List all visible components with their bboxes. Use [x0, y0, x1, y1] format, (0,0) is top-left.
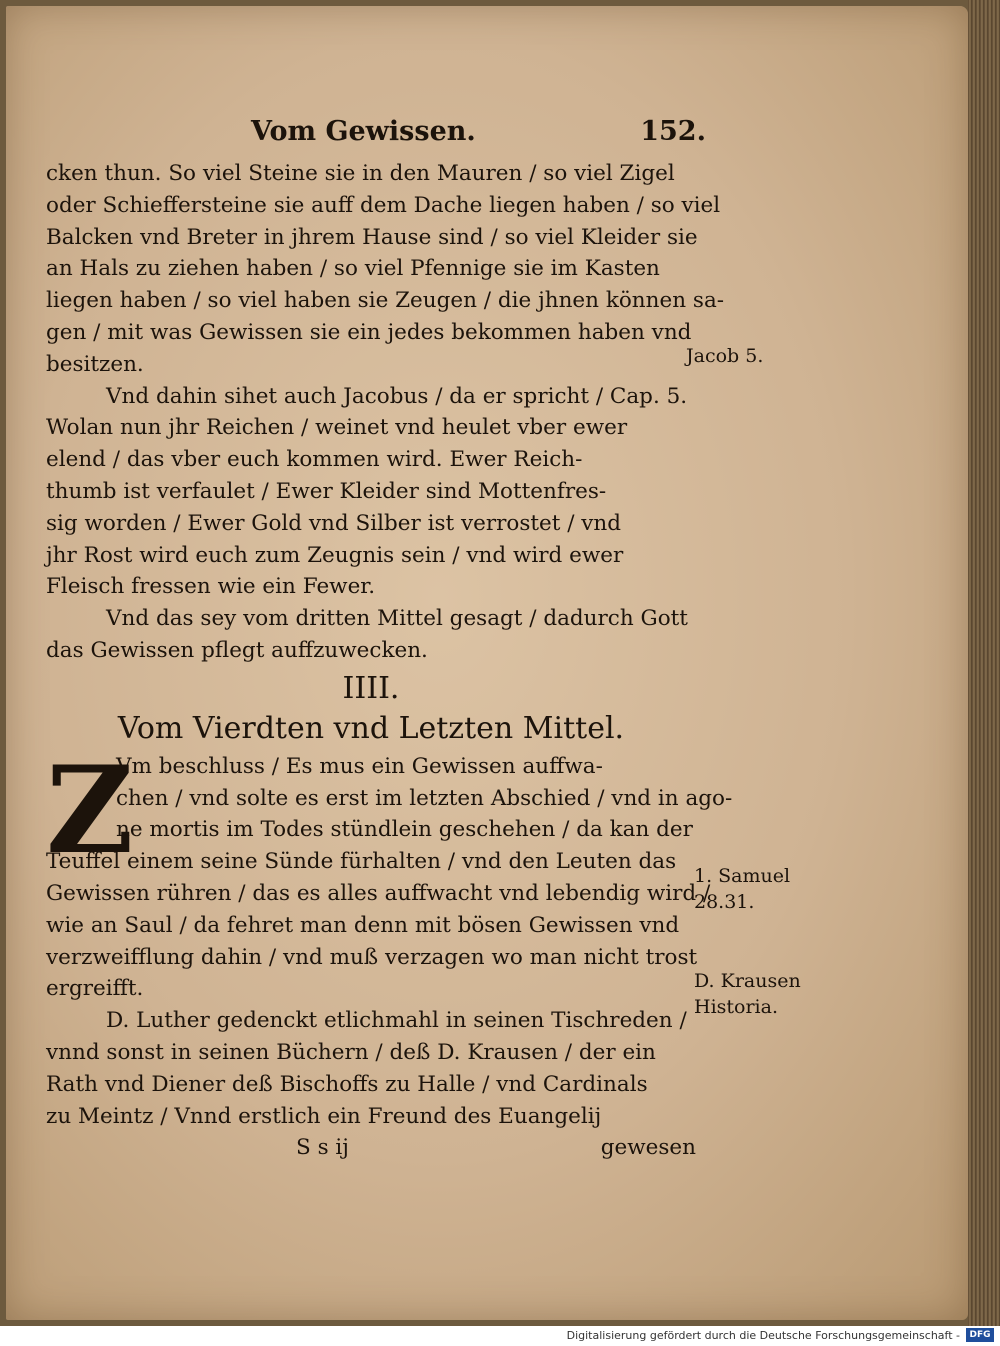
text-line: das Gewissen pflegt auffzuwecken. [46, 637, 428, 663]
margin-note-jacob: Jacob 5. [686, 345, 764, 367]
paper-page [6, 6, 968, 1320]
text-line: vnnd sonst in seinen Büchern / deß D. Krausen / der ein [46, 1039, 656, 1065]
page-number: 152. [640, 116, 706, 147]
running-title: Vom Gewissen. [251, 116, 476, 147]
text-line: verzweifflung dahin / vnd muß verzagen wo man nicht trost [46, 944, 698, 970]
signature-mark: S s ij [296, 1135, 349, 1161]
text-line: ne mortis im Todes stündlein geschehen / da kan der [116, 817, 693, 843]
text-line: liegen haben / so viel haben sie Zeugen / die jhnen können sa- [46, 288, 725, 314]
paragraph-3 [46, 603, 696, 667]
text-line: Vnd das sey vom dritten Mittel gesagt / dadurch Gott [106, 606, 688, 632]
margin-note-samuel-2: 28.31. [694, 891, 755, 913]
text-line: Teuffel einem seine Sünde fürhalten / vnd den Leuten das [46, 849, 677, 875]
text-line: wie an Saul / da fehret man denn mit bösen Gewissen vnd [46, 912, 680, 938]
text-line: Vm beschluss / Es mus ein Gewissen auffwa- [116, 753, 603, 779]
page-footer-line [46, 1132, 696, 1164]
text-line: chen / vnd solte es erst im letzten Abschied / vnd in ago- [116, 785, 733, 811]
book-page-edges [968, 0, 1000, 1326]
text-line: thumb ist verfaulet / Ewer Kleider sind Mottenfres- [46, 478, 607, 504]
text-line: Balcken vnd Breter in jhrem Hause sind / so viel Kleider sie [46, 224, 698, 250]
text-line: sig worden / Ewer Gold vnd Silber ist verrostet / vnd [46, 510, 622, 536]
text-line: jhr Rost wird euch zum Zeugnis sein / vnd wird ewer [46, 542, 624, 568]
text-line: Wolan nun jhr Reichen / weinet vnd heulet vber ewer [46, 415, 628, 441]
text-line: elend / das vber euch kommen wird. Ewer Reich- [46, 447, 583, 473]
section-numeral: IIII. [342, 670, 400, 706]
text-line: cken thun. So viel Steine sie in den Mauren / so viel Zigel [46, 161, 675, 186]
dfg-logo: DFG [966, 1328, 994, 1342]
paragraph-5 [46, 1005, 696, 1132]
margin-note-krausen-1: D. Krausen [694, 970, 801, 992]
margin-note-samuel-1: 1. Samuel [694, 865, 791, 887]
text-line: Fleisch fressen wie ein Fewer. [46, 574, 376, 600]
text-line: an Hals zu ziehen haben / so viel Pfennige sie im Kasten [46, 256, 660, 282]
text-line: Rath vnd Diener deß Bischoffs zu Halle / vnd Cardinals [46, 1071, 648, 1097]
page-header [46, 116, 706, 156]
drop-cap: Z [46, 739, 134, 881]
paragraph-2 [46, 381, 696, 604]
margin-note-krausen-2: Historia. [694, 996, 778, 1018]
text-line: zu Meintz / Vnnd erstlich ein Freund des Euangelij [46, 1103, 602, 1129]
text-line: ergreifft. [46, 976, 144, 1002]
catchword: gewesen [600, 1135, 696, 1161]
section-title: Vom Vierdten vnd Letzten Mittel. [117, 710, 625, 746]
text-line: oder Schieffersteine sie auff dem Dache liegen haben / so viel [46, 192, 721, 218]
dfg-credit-text: Digitalisierung gefördert durch die Deutsche Forschungsgemeinschaft - [566, 1329, 960, 1342]
text-line: D. Luther gedenckt etlichmahl in seinen Tischreden / [106, 1008, 687, 1034]
text-line: Gewissen rühren / das es alles auffwacht vnd lebendig wird / [46, 880, 711, 906]
text-line: besitzen. [46, 351, 144, 377]
text-line: Vnd dahin sihet auch Jacobus / da er spricht / Cap. 5. [106, 383, 688, 409]
text-line: gen / mit was Gewissen sie ein jedes bekommen haben vnd [46, 319, 692, 345]
